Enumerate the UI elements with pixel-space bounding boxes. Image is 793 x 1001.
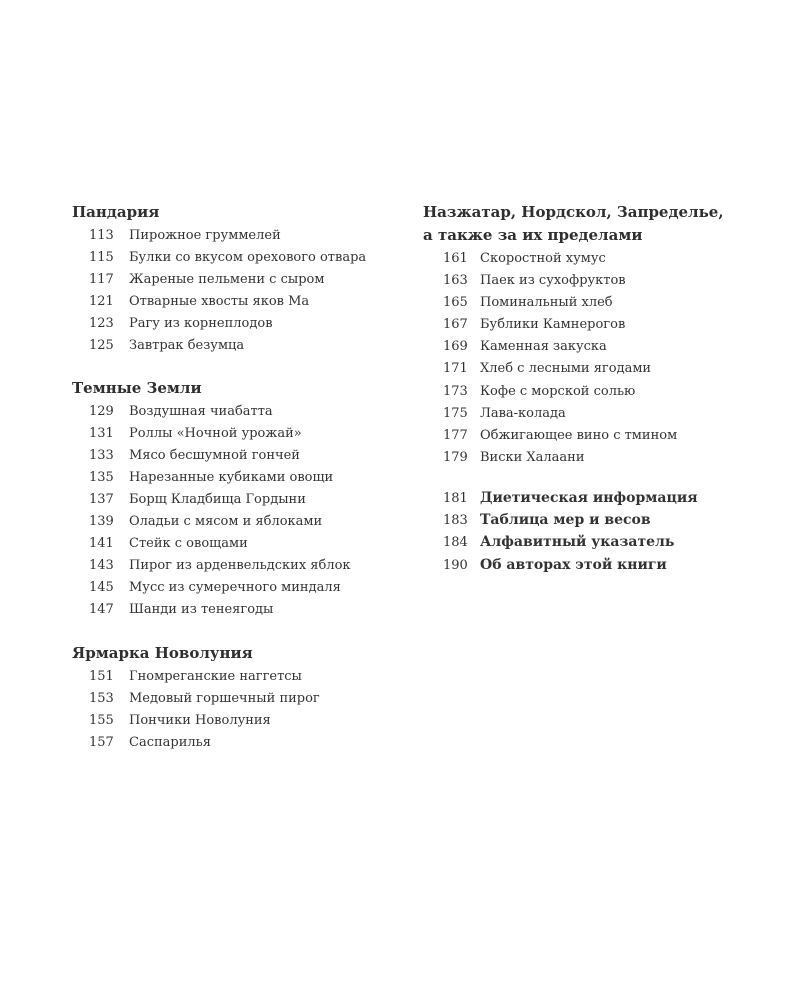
entry-title: Мусс из сумеречного миндаля — [129, 580, 341, 596]
page-number: 153 — [89, 690, 114, 706]
toc-entry — [423, 447, 768, 469]
entry-title: Пирожное груммелей — [129, 228, 281, 243]
page-number: 129 — [89, 403, 114, 419]
page-number: 115 — [89, 250, 114, 266]
toc-entry — [423, 314, 768, 336]
toc-entry — [72, 599, 372, 621]
section-title-line: а также за их пределами — [423, 226, 643, 244]
toc-entry — [72, 710, 372, 732]
section-title — [423, 201, 768, 247]
entry-title: Лава-колада — [480, 405, 566, 421]
toc-entry-list — [423, 487, 768, 576]
toc-entry — [72, 247, 372, 269]
toc-entry — [423, 358, 768, 380]
entry-title: Гномреганские наггетсы — [129, 668, 302, 684]
page-number: 163 — [443, 273, 468, 289]
toc-entry-list — [72, 225, 372, 358]
section-title-line: Назжатар, Нордскол, Запределье, — [423, 203, 724, 221]
page-number: 171 — [443, 361, 468, 377]
entry-title: Шанди из тенеягоды — [129, 602, 274, 618]
toc-entry-list — [423, 248, 768, 469]
entry-title: Воздушная чиабатта — [129, 403, 273, 419]
page-number: 137 — [89, 491, 114, 507]
entry-title: Булки со вкусом орехового отвара — [129, 250, 367, 266]
page-number: 145 — [89, 580, 114, 596]
entry-title: Таблица мер и весов — [480, 512, 651, 529]
toc-entry — [72, 489, 372, 511]
toc-entry — [72, 445, 372, 467]
entry-title: Стейк с овощами — [129, 536, 248, 552]
entry-title: Каменная закуска — [480, 339, 607, 355]
toc-entry — [72, 291, 372, 313]
toc-entry — [423, 248, 768, 270]
toc-entry — [72, 688, 372, 710]
entry-title: Нарезанные кубиками овощи — [129, 469, 334, 485]
page-number: 177 — [443, 427, 468, 443]
entry-title: Алфавитный указатель — [480, 534, 675, 551]
page-number: 155 — [89, 712, 114, 728]
entry-title: Роллы «Ночной урожай» — [129, 425, 302, 441]
page-number: 133 — [89, 447, 114, 463]
page-number: 125 — [89, 338, 114, 354]
toc-entry — [72, 555, 372, 577]
page-number: 169 — [443, 339, 468, 355]
entry-title: Скоростной хумус — [480, 251, 606, 266]
page-number: 167 — [443, 317, 468, 333]
entry-title: Диетическая информация — [480, 489, 698, 506]
toc-entry — [423, 292, 768, 314]
toc-entry — [423, 381, 768, 403]
toc-entry-list — [72, 666, 372, 754]
toc-entry-list — [72, 401, 372, 622]
section-title: Ярмарка Новолуния — [72, 643, 253, 662]
entry-title: Рагу из корнеплодов — [129, 316, 273, 332]
entry-title: Пончики Новолуния — [129, 712, 271, 728]
section-title: Пандария — [72, 203, 160, 221]
page-number: 121 — [89, 294, 114, 310]
page-number: 179 — [443, 449, 468, 465]
entry-title: Саспарилья — [129, 734, 211, 750]
toc-appendix — [423, 487, 768, 576]
toc-right-column — [423, 201, 768, 576]
toc-entry — [423, 270, 768, 292]
page-number: 181 — [443, 490, 468, 506]
page-number: 165 — [443, 295, 468, 311]
page-number: 151 — [89, 668, 114, 684]
entry-title: Завтрак безумца — [129, 338, 245, 354]
page-number: 175 — [443, 405, 468, 421]
page-number: 157 — [89, 734, 114, 750]
page-number: 161 — [443, 251, 468, 266]
page-number: 183 — [443, 513, 468, 529]
page-number: 113 — [89, 228, 114, 243]
toc-entry — [423, 509, 768, 531]
entry-title: Оладьи с мясом и яблоками — [129, 514, 323, 530]
entry-title: Медовый горшечный пирог — [129, 690, 320, 706]
page-number: 131 — [89, 425, 114, 441]
page-number: 123 — [89, 316, 114, 332]
toc-entry — [72, 666, 372, 688]
toc-section-darkmoon-faire — [72, 642, 372, 754]
entry-title: Кофе с морской солью — [480, 383, 636, 399]
toc-entry — [423, 487, 768, 509]
toc-entry — [72, 533, 372, 555]
toc-entry — [72, 313, 372, 335]
entry-title: Мясо бесшумной гончей — [129, 447, 300, 463]
entry-title: Борщ Кладбища Гордыни — [129, 491, 306, 507]
toc-entry — [423, 554, 768, 576]
toc-entry — [72, 269, 372, 291]
entry-title: Виски Халаани — [480, 449, 585, 465]
page-number: 147 — [89, 602, 114, 618]
page-number: 139 — [89, 514, 114, 530]
toc-entry — [72, 401, 372, 423]
toc-entry — [72, 335, 372, 357]
toc-entry — [72, 423, 372, 445]
page-number: 190 — [443, 557, 468, 573]
page-number: 117 — [89, 272, 114, 288]
toc-entry — [72, 577, 372, 599]
entry-title: Пирог из арденвельдских яблок — [129, 558, 351, 574]
page-number: 173 — [443, 383, 468, 399]
page-number: 135 — [89, 469, 114, 485]
toc-entry — [72, 225, 372, 247]
entry-title: Бублики Камнерогов — [480, 317, 626, 333]
toc-entry — [72, 511, 372, 533]
toc-entry — [72, 732, 372, 754]
page-number: 141 — [89, 536, 114, 552]
entry-title: Отварные хвосты яков Ма — [129, 294, 310, 310]
toc-entry — [423, 336, 768, 358]
toc-entry — [72, 467, 372, 489]
toc-section-dark-lands — [72, 377, 372, 622]
entry-title: Хлеб с лесными ягодами — [480, 361, 652, 377]
entry-title: Поминальный хлеб — [480, 295, 613, 311]
section-title: Темные Земли — [72, 378, 202, 397]
entry-title: Обжигающее вино с тмином — [480, 427, 678, 443]
entry-title: Паек из сухофруктов — [480, 273, 626, 289]
toc-left-column — [72, 201, 372, 754]
toc-section-pandaria — [72, 201, 372, 358]
toc-entry — [423, 531, 768, 553]
entry-title: Жареные пельмени с сыром — [129, 272, 325, 288]
page-number: 143 — [89, 558, 114, 574]
entry-title: Об авторах этой книги — [480, 556, 667, 573]
toc-entry — [423, 403, 768, 425]
page-number: 184 — [443, 535, 468, 551]
toc-entry — [423, 425, 768, 447]
toc-section-nazjatar-northrend-outland — [423, 201, 768, 469]
